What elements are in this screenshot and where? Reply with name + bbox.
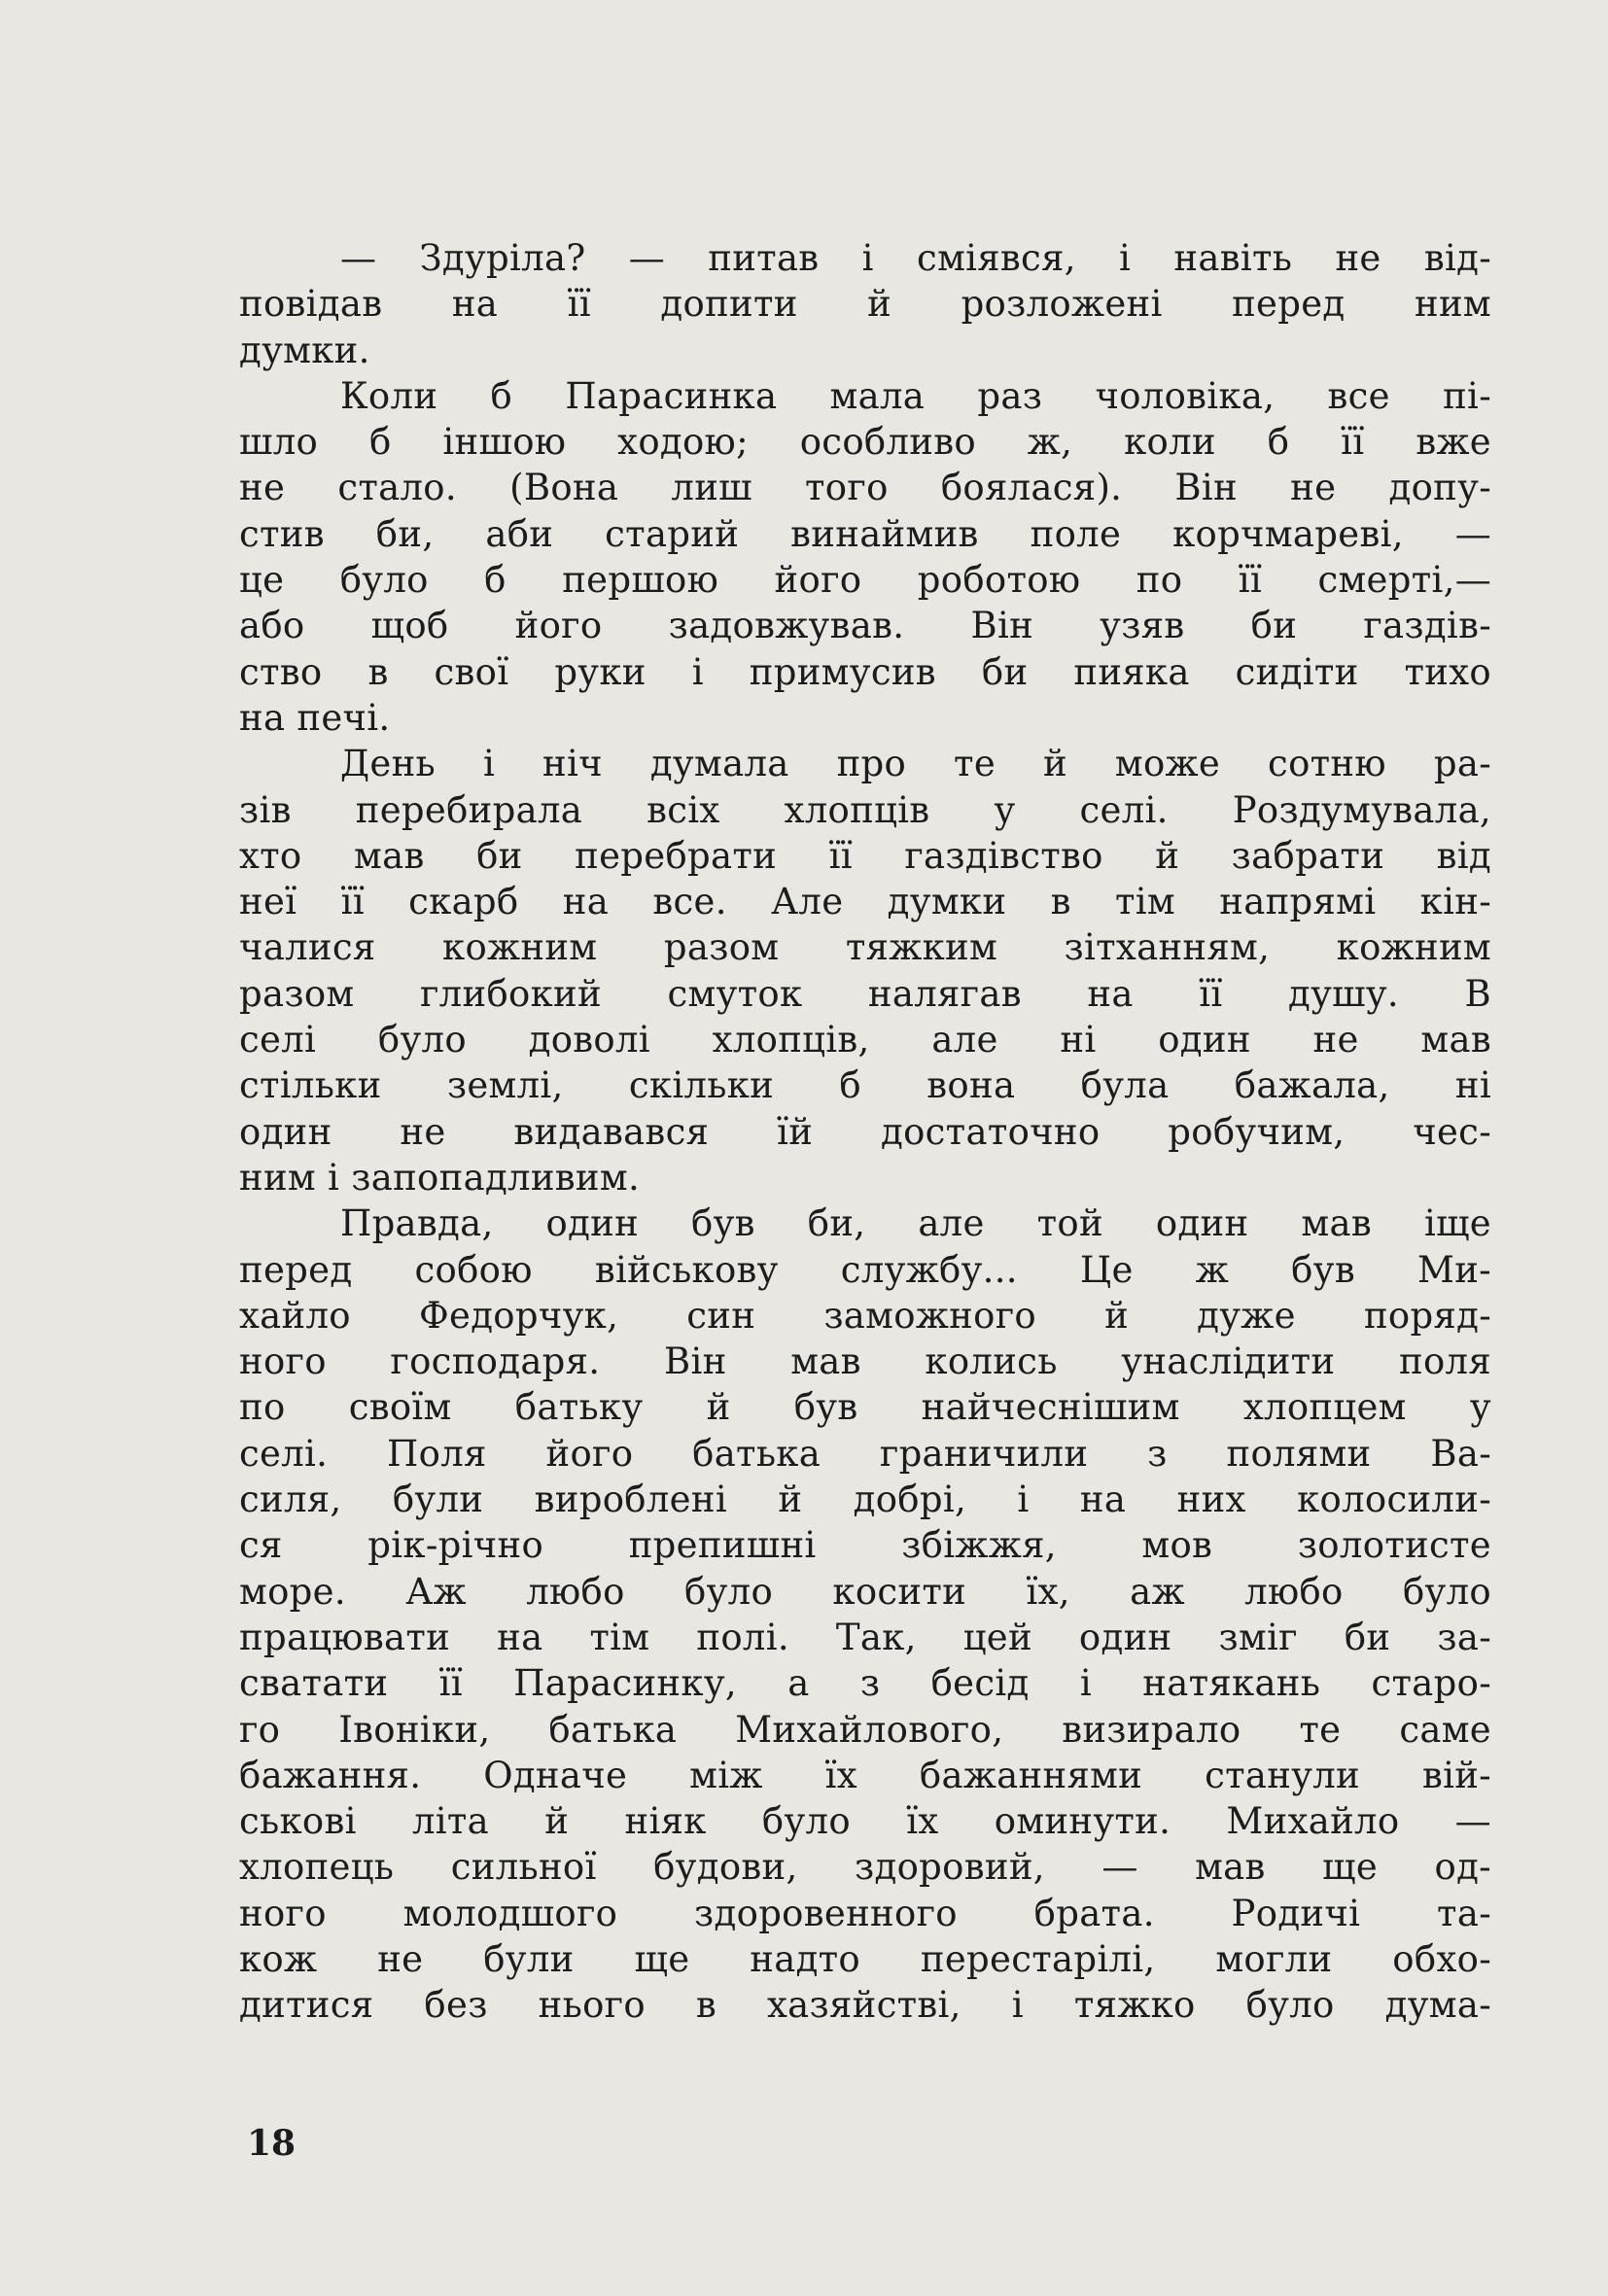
text-line: це було б першою його роботою по її смерті,— bbox=[239, 559, 1491, 602]
text-line: перед собою військову службу... Це ж був Ми- bbox=[239, 1248, 1491, 1291]
text-line: море. Аж любо було косити їх, аж любо було bbox=[239, 1570, 1491, 1613]
text-line: не стало. (Вона лиш того боялася). Він не допу- bbox=[239, 467, 1491, 509]
text-line: силя, були вироблені й добрі, і на них колосили- bbox=[239, 1478, 1491, 1521]
text-line: сватати її Парасинку, а з бесід і натякань старо- bbox=[239, 1662, 1491, 1705]
text-line: дитися без нього в хазяйстві, і тяжко було дума- bbox=[239, 1984, 1491, 2027]
text-line: бажання. Одначе між їх бажаннями станули вій- bbox=[239, 1754, 1491, 1796]
text-line: повідав на її допити й розложені перед ним bbox=[239, 283, 1491, 326]
text-line: стив би, аби старий винаймив поле корчмареві, — bbox=[239, 512, 1491, 555]
text-line: ся рік-річно препишні збіжжя, мов золотисте bbox=[239, 1524, 1491, 1567]
text-line: кож не були ще надто перестарілі, могли обхо- bbox=[239, 1937, 1491, 1980]
text-line: хлопець сильної будови, здоровий, — мав ще од- bbox=[239, 1846, 1491, 1889]
text-line: неї її скарб на все. Але думки в тім напрямі кін- bbox=[239, 881, 1491, 923]
text-line: хто мав би перебрати її газдівство й забрати від bbox=[239, 834, 1491, 877]
text-line: ськові літа й ніяк було їх оминути. Михайло — bbox=[239, 1800, 1491, 1843]
text-line: один не видавався їй достаточно робучим, чес- bbox=[239, 1110, 1491, 1153]
text-line: ного молодшого здоровенного брата. Родичі та- bbox=[239, 1892, 1491, 1934]
text-line: стільки землі, скільки б вона була бажала, ні bbox=[239, 1064, 1491, 1107]
text-line: думки. bbox=[239, 329, 370, 371]
text-line: ного господаря. Він мав колись унаслідити поля bbox=[239, 1340, 1491, 1383]
text-line: — Здуріла? — питав і сміявся, і навіть не від- bbox=[340, 237, 1491, 279]
text-line: День і ніч думала про те й може сотню ра- bbox=[340, 743, 1491, 785]
text-line: Правда, один був би, але той один мав іще bbox=[340, 1202, 1491, 1245]
text-line: чалися кожним разом тяжким зітханням, кожним bbox=[239, 926, 1491, 969]
text-line: шло б іншою ходою; особливо ж, коли б її вже bbox=[239, 421, 1491, 464]
body-text bbox=[239, 235, 1491, 2029]
text-line: ним і запопадливим. bbox=[239, 1156, 641, 1199]
page-number: 18 bbox=[247, 2123, 297, 2164]
text-line: ство в свої руки і примусив би пияка сидіти тихо bbox=[239, 650, 1491, 693]
text-line: селі було доволі хлопців, але ні один не мав bbox=[239, 1019, 1491, 1061]
text-line: або щоб його задовжував. Він узяв би газдів- bbox=[239, 605, 1491, 647]
text-line: хайло Федорчук, син заможного й дуже поряд- bbox=[239, 1294, 1491, 1337]
text-line: на печі. bbox=[239, 696, 391, 739]
text-line: разом глибокий смуток налягав на її душу. В bbox=[239, 972, 1491, 1015]
text-line: селі. Поля його батька граничили з полями Ва- bbox=[239, 1432, 1491, 1475]
text-line: по своїм батьку й був найчеснішим хлопцем у bbox=[239, 1386, 1491, 1429]
text-line: го Івоніки, батька Михайлового, визирало те саме bbox=[239, 1708, 1491, 1751]
text-line: зів перебирала всіх хлопців у селі. Роздумувала, bbox=[239, 788, 1491, 831]
text-line: Коли б Парасинка мала раз чоловіка, все пі- bbox=[340, 374, 1491, 417]
text-line: працювати на тім полі. Так, цей один зміг би за- bbox=[239, 1616, 1491, 1658]
